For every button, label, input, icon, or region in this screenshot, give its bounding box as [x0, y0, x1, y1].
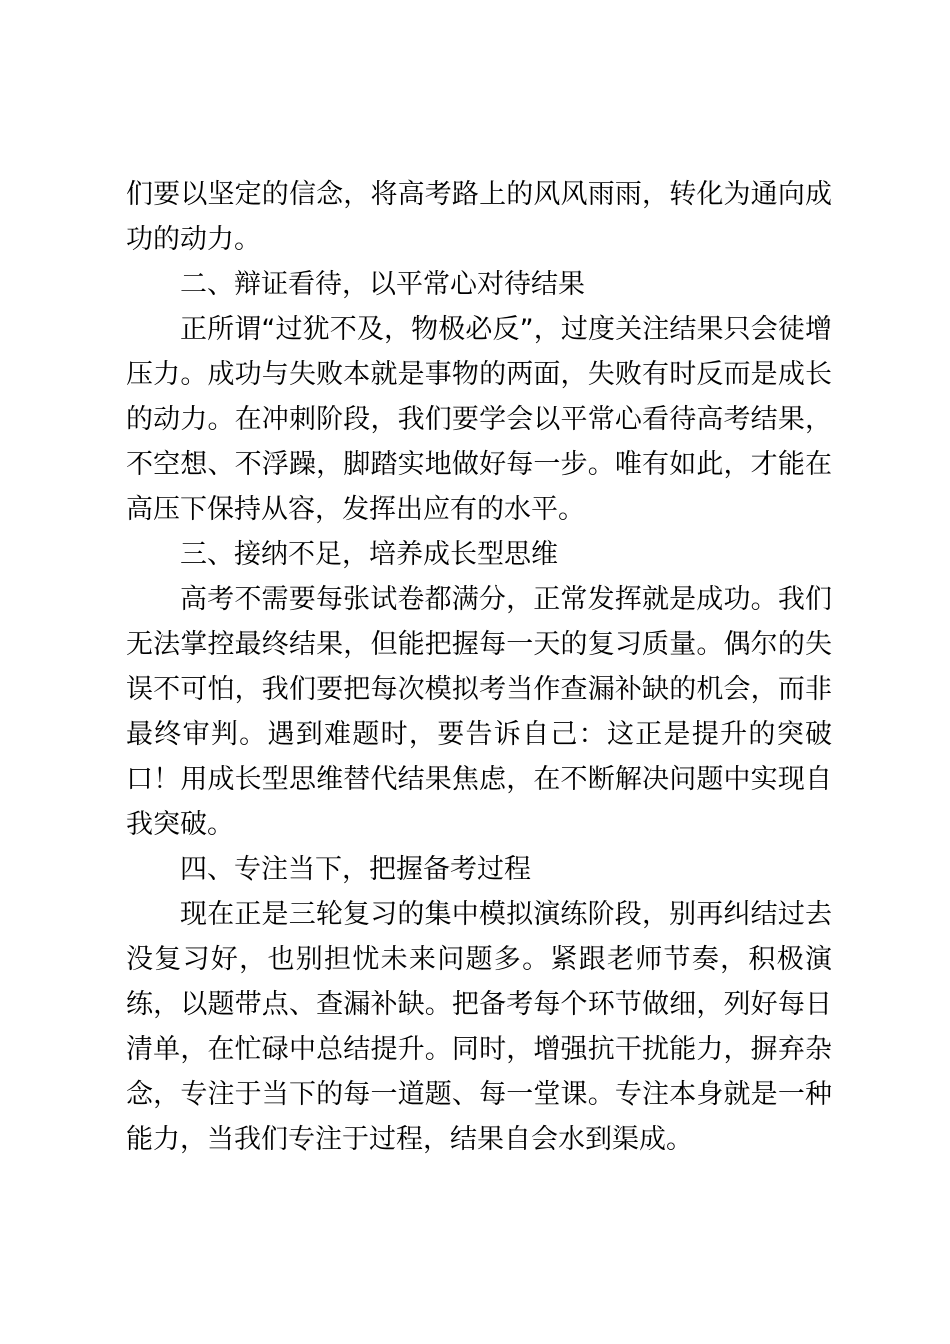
paragraph-section-3: 高考不需要每张试卷都满分，正常发挥就是成功。我们无法掌控最终结果，但能把握每一天的复习质量。偶尔的失误不可怕，我们要把每次模拟考当作查漏补缺的机会，而非最终审判。遇到难题时，要告诉自己：这正是提升的突破口！用成长型思维替代结果焦虑，在不断解决问题中实现自我突破。 — [126, 584, 832, 840]
section-heading-4: 四、专注当下，把握备考过程 — [180, 854, 531, 885]
section-heading-3: 三、接纳不足，培养成长型思维 — [180, 539, 558, 570]
section-heading-2: 二、辩证看待，以平常心对待结果 — [180, 269, 585, 300]
document-body — [126, 172, 832, 1162]
paragraph-section-2: 正所谓“过犹不及，物极必反”，过度关注结果只会徒增压力。成功与失败本就是事物的两面，失败有时反而是成长的动力。在冲刺阶段，我们要学会以平常心看待高考结果，不空想、不浮躁，脚踏实地做好每一步。唯有如此，才能在高压下保持从容，发挥出应有的水平。 — [126, 314, 832, 525]
paragraph-continuation: 们要以坚定的信念，将高考路上的风风雨雨，转化为通向成功的动力。 — [126, 179, 832, 255]
paragraph-section-4: 现在正是三轮复习的集中模拟演练阶段，别再纠结过去没复习好，也别担忧未来问题多。紧跟老师节奏，积极演练，以题带点、查漏补缺。把备考每个环节做细，列好每日清单，在忙碌中总结提升。同时，增强抗干扰能力，摒弃杂念，专注于当下的每一道题、每一堂课。专注本身就是一种能力，当我们专注于过程，结果自会水到渠成。 — [126, 899, 832, 1155]
